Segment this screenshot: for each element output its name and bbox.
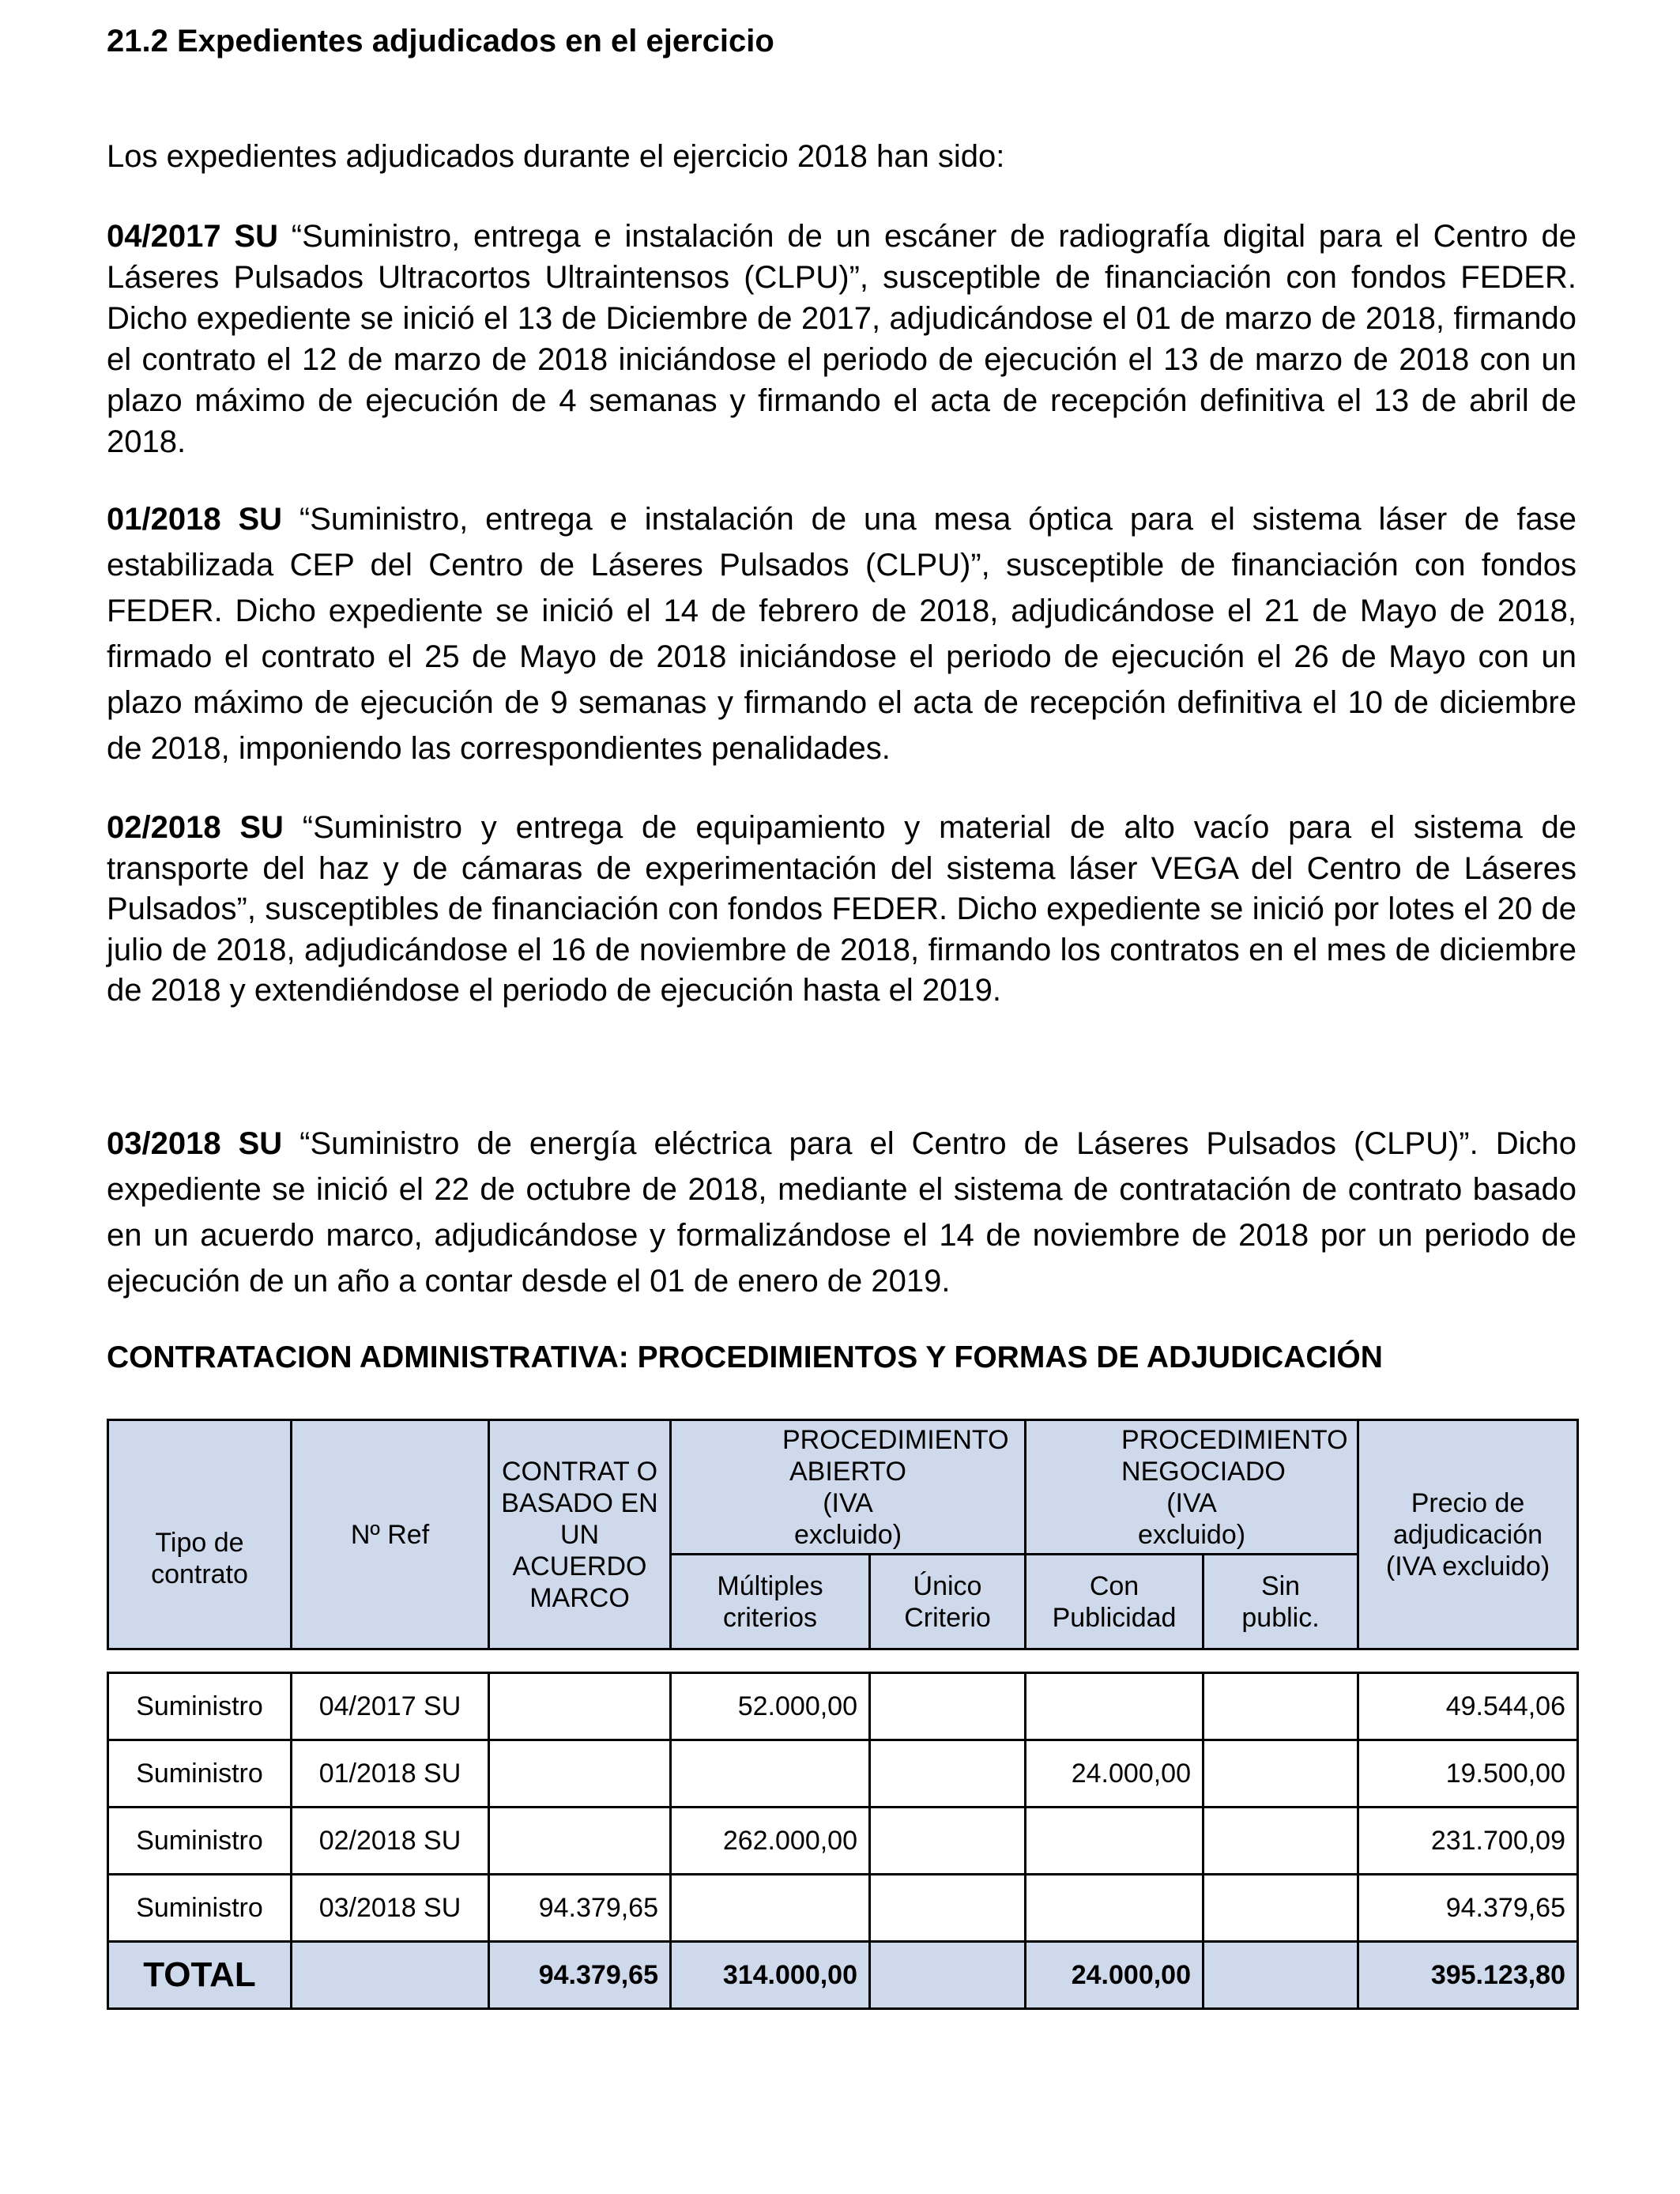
header-unico-criterio: Único Criterio — [870, 1555, 1026, 1649]
cell-acuerdo — [489, 1673, 671, 1740]
cell-con-publicidad — [1026, 1673, 1203, 1740]
table-row — [108, 1875, 1578, 1942]
cell-precio: 231.700,09 — [1358, 1808, 1578, 1875]
table-row — [108, 1673, 1578, 1740]
table-row — [108, 1808, 1578, 1875]
cell-sin-public — [1203, 1673, 1358, 1740]
paragraph-02-2018 — [107, 808, 1576, 1012]
intro-text: Los expedientes adjudicados durante el ejercicio 2018 han sido: — [107, 139, 1005, 174]
cell-tipo: Suministro — [108, 1808, 292, 1875]
paragraph-text: “Suministro y entrega de equipamiento y material de alto vacío para el sistema de transporte del haz y de cámaras de experimentación del sistema láser VEGA del Centro de Láseres Pulsados”, susceptibles de financiación con fondos FEDER. Dicho expediente se inició por lotes el 20 de julio de 2018, adjudicándose el 16 de noviembre de 2018, firmando los contratos en el mes de diciembre de 2018 y extendiéndose el periodo de ejecución hasta el 2019. — [107, 810, 1576, 1008]
cell-acuerdo — [489, 1740, 671, 1808]
cell-unico — [870, 1808, 1026, 1875]
cell-con-publicidad — [1026, 1808, 1203, 1875]
cell-unico — [870, 1740, 1026, 1808]
total-multiples: 314.000,00 — [671, 1942, 870, 2009]
table-row — [108, 1740, 1578, 1808]
total-precio: 395.123,80 — [1358, 1942, 1578, 2009]
total-row — [108, 1942, 1578, 2009]
cell-tipo: Suministro — [108, 1673, 292, 1740]
cell-acuerdo: 94.379,65 — [489, 1875, 671, 1942]
cell-multiples — [671, 1875, 870, 1942]
cell-multiples — [671, 1740, 870, 1808]
cell-con-publicidad: 24.000,00 — [1026, 1740, 1203, 1808]
header-procedimiento-negociado: PROCEDIMIENTO NEGOCIADO (IVA excluido) — [1026, 1420, 1358, 1555]
cell-precio: 19.500,00 — [1358, 1740, 1578, 1808]
cell-precio: 49.544,06 — [1358, 1673, 1578, 1740]
paragraph-ref: 04/2017 SU — [107, 219, 278, 254]
paragraph-03-2018 — [107, 1121, 1576, 1304]
paragraph-01-2018 — [107, 496, 1576, 771]
header-ref: Nº Ref — [292, 1420, 489, 1649]
table-title: CONTRATACION ADMINISTRATIVA: PROCEDIMIENTOS Y FORMAS DE ADJUDICACIÓN — [107, 1340, 1383, 1374]
total-con-publicidad: 24.000,00 — [1026, 1942, 1203, 2009]
table-header — [107, 1419, 1579, 1650]
total-acuerdo: 94.379,65 — [489, 1942, 671, 2009]
cell-sin-public — [1203, 1808, 1358, 1875]
contracts-table — [107, 1672, 1579, 2010]
cell-unico — [870, 1875, 1026, 1942]
cell-ref: 02/2018 SU — [292, 1808, 489, 1875]
cell-multiples: 262.000,00 — [671, 1808, 870, 1875]
cell-precio: 94.379,65 — [1358, 1875, 1578, 1942]
cell-sin-public — [1203, 1740, 1358, 1808]
cell-tipo: Suministro — [108, 1875, 292, 1942]
header-multiples-criterios: Múltiples criterios — [671, 1555, 870, 1649]
cell-sin-public — [1203, 1875, 1358, 1942]
cell-ref: 01/2018 SU — [292, 1740, 489, 1808]
header-con-publicidad: Con Publicidad — [1026, 1555, 1203, 1649]
header-tipo: Tipo de contrato — [108, 1420, 292, 1649]
total-label: TOTAL — [108, 1942, 292, 2009]
header-sin-public: Sin public. — [1203, 1555, 1358, 1649]
paragraph-text: “Suministro, entrega e instalación de un escáner de radiografía digital para el Centro de Láseres Pulsados Ultracortos Ultraintensos (CLPU)”, susceptible de financiación con fondos FEDER. Dicho expediente se inició el 13 de Diciembre de 2017, adjudicándose el 01 de marzo de 2018, firmando el contrato el 12 de marzo de 2018 iniciándose el periodo de ejecución el 13 de marzo de 2018 con un plazo máximo de ejecución de 4 semanas y firmando el acta de recepción definitiva el 13 de abril de 2018. — [107, 219, 1576, 459]
cell-ref: 04/2017 SU — [292, 1673, 489, 1740]
section-heading: 21.2 Expedientes adjudicados en el ejercicio — [107, 24, 774, 58]
cell-ref: 03/2018 SU — [292, 1875, 489, 1942]
cell-con-publicidad — [1026, 1875, 1203, 1942]
cell-unico — [870, 1673, 1026, 1740]
total-ref — [292, 1942, 489, 2009]
paragraph-ref: 02/2018 SU — [107, 810, 284, 845]
cell-acuerdo — [489, 1808, 671, 1875]
cell-tipo: Suministro — [108, 1740, 292, 1808]
paragraph-04-2017 — [107, 216, 1576, 462]
paragraph-text: “Suministro, entrega e instalación de una mesa óptica para el sistema láser de fase estabilizada CEP del Centro de Láseres Pulsados (CLPU)”, susceptible de financiación con fondos FEDER. Dicho expediente se inició el 14 de febrero de 2018, adjudicándose el 21 de Mayo de 2018, firmado el contrato el 25 de Mayo de 2018 iniciándose el periodo de ejecución el 26 de Mayo con un plazo máximo de ejecución de 9 semanas y firmando el acta de recepción definitiva el 10 de diciembre de 2018, imponiendo las correspondientes penalidades. — [107, 502, 1576, 766]
paragraph-ref: 01/2018 SU — [107, 502, 283, 537]
header-precio: Precio de adjudicación (IVA excluido) — [1358, 1420, 1578, 1649]
total-sin-public — [1203, 1942, 1358, 2009]
total-unico — [870, 1942, 1026, 2009]
header-acuerdo-marco: CONTRAT O BASADO EN UN ACUERDO MARCO — [489, 1420, 671, 1649]
header-procedimiento-abierto: PROCEDIMIENTO ABIERTO (IVA excluido) — [671, 1420, 1026, 1555]
paragraph-ref: 03/2018 SU — [107, 1126, 283, 1161]
paragraph-text: “Suministro de energía eléctrica para el Centro de Láseres Pulsados (CLPU)”. Dicho expediente se inició el 22 de octubre de 2018, mediante el sistema de contratación de contrato basado en un acuerdo marco, adjudicándose y formalizándose el 14 de noviembre de 2018 por un periodo de ejecución de un año a contar desde el 01 de enero de 2019. — [107, 1126, 1576, 1299]
cell-multiples: 52.000,00 — [671, 1673, 870, 1740]
